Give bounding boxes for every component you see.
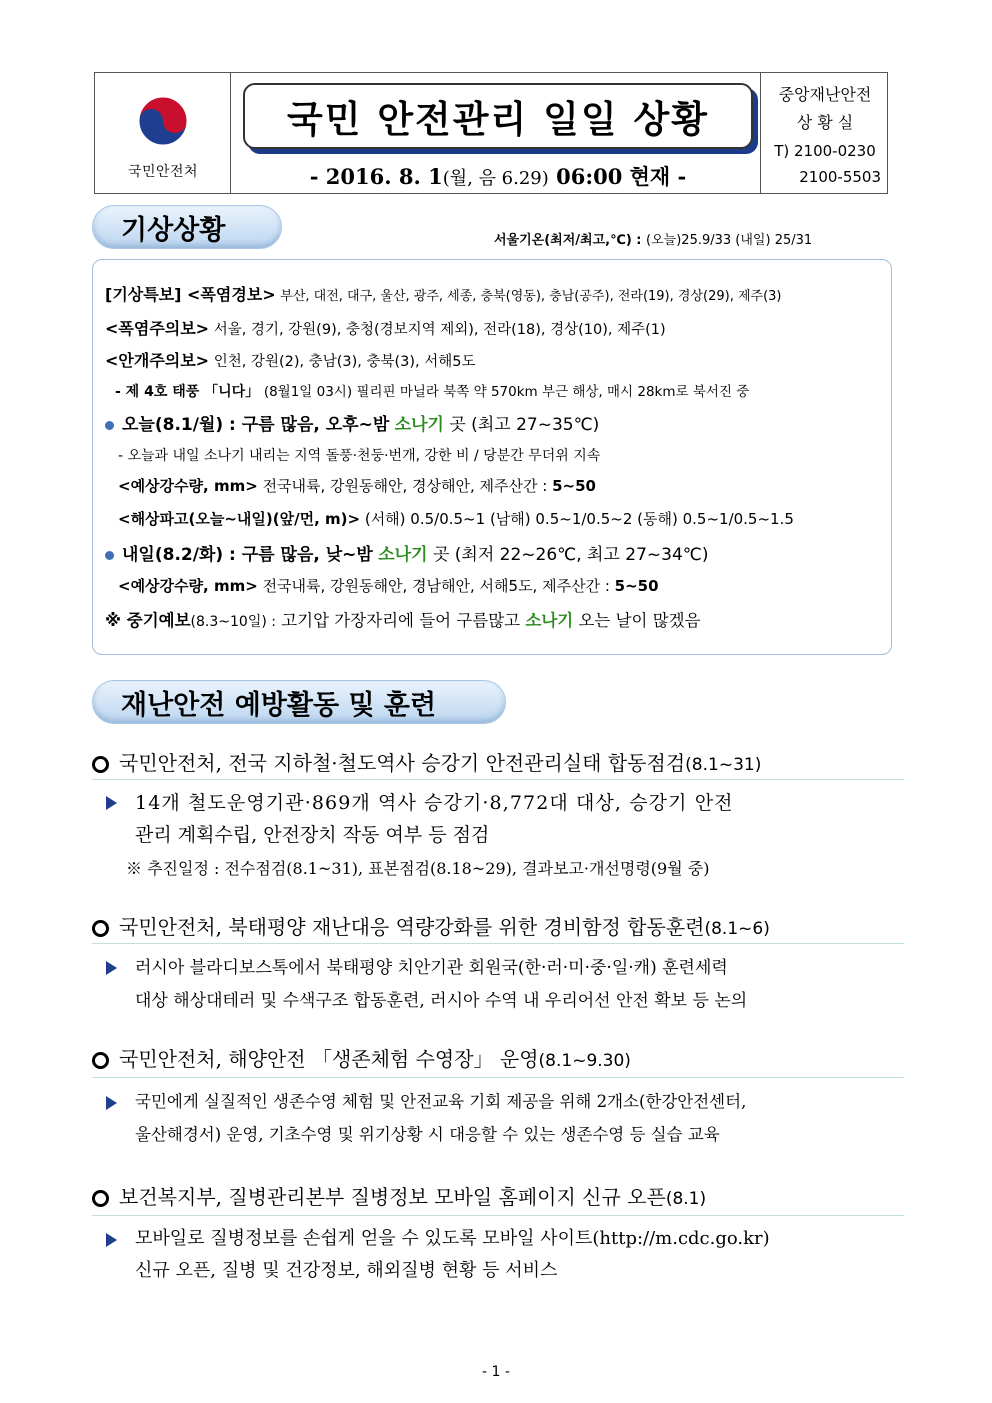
weather-section-title: 기상상황: [121, 214, 226, 246]
logo-cell: [95, 73, 231, 193]
org-cell: [760, 73, 887, 193]
ring-bullet-icon: [92, 920, 109, 937]
weather-line-today-note: - 오늘과 내일 소나기 내리는 지역 돌풍·천둥·번개, 강한 비 / 당분간 무더위 지속: [118, 448, 601, 464]
weather-section-pill: [92, 205, 282, 249]
item-2-line-2: 대상 해상대테러 및 수색구조 합동훈련, 러시아 수역 내 우리어선 안전 확보 등 논의: [135, 991, 748, 1011]
seoul-temp-label: 서울기온(최저/최고,℃) :: [494, 233, 642, 248]
weather-line-heat-advisory: <폭염주의보> 서울, 경기, 강원(9), 충청(경보지역 제외), 전라(18), 경상(10), 제주(1): [105, 319, 666, 338]
weather-line-today: 오늘(8.1/월) : 구름 많음, 오후~밤 소나기 곳 (최고 27~35℃): [105, 410, 599, 435]
phone-2: 2100-5503: [799, 168, 881, 186]
item-3-title: 국민안전처, 해양안전 「생존체험 수영장」 운영(8.1~9.30): [92, 1043, 631, 1072]
ring-bullet-icon: [92, 756, 109, 773]
ring-bullet-icon: [92, 1052, 109, 1069]
item-4-title: 보건복지부, 질병관리본부 질병정보 모바일 홈페이지 신규 오픈(8.1): [92, 1181, 706, 1210]
weather-line-heat-warning: [기상특보] <폭염경보> 부산, 대전, 대구, 울산, 광주, 세종, 충북(영동), 충남(공주), 전라(19), 경상(29), 제주(3): [105, 285, 782, 304]
weather-line-typhoon: - 제 4호 태풍 「니다」 (8월1일 03시) 필리핀 마닐라 북쪽 약 570km 부근 해상, 매시 28km로 북서진 중: [115, 384, 750, 400]
disaster-section-pill: [92, 680, 506, 724]
item-4-line-1: 모바일로 질병정보를 손쉽게 얻을 수 있도록 모바일 사이트(http://m.cdc.go.kr): [135, 1228, 770, 1249]
ring-bullet-icon: [92, 1190, 109, 1207]
item-1-line-2: 관리 계획수립, 안전장치 작동 여부 등 점검: [135, 824, 490, 846]
page-number: - 1 -: [482, 1364, 510, 1380]
page-title: 국민 안전관리 일일 상황: [243, 83, 753, 149]
phone-1: T) 2100-0230: [774, 142, 876, 160]
logo-text: 국민안전처: [127, 164, 199, 180]
item-2-line-1: 러시아 블라디보스톡에서 북태평양 치안기관 회원국(한·러·미·중·일·캐) 훈련세력: [135, 958, 728, 978]
divider: [92, 1215, 904, 1216]
report-date: [243, 161, 753, 191]
item-3-line-2: 울산해경서) 운영, 기초수영 및 위기상황 시 대응할 수 있는 생존수영 등 실습 교육: [135, 1125, 720, 1144]
bullet-dot-icon: [105, 551, 114, 560]
taegeuk-logo-icon: [135, 93, 191, 149]
item-1-line-1: 14개 철도운영기관·869개 역사 승강기·8,772대 대상, 승강기 안전: [135, 792, 734, 814]
bullet-dot-icon: [105, 421, 114, 430]
org-sub: 상 황 실: [796, 113, 854, 132]
header-table: [94, 72, 888, 194]
triangle-bullet-icon: [106, 795, 117, 814]
weather-line-wave-height: <해상파고(오늘~내일)(앞/먼, m)> (서해) 0.5/0.5~1 (남해) 0.5~1/0.5~2 (동해) 0.5~1/0.5~1.5: [118, 510, 794, 528]
triangle-bullet-icon: [106, 960, 117, 979]
weather-line-today-rain: <예상강수량, mm> 전국내륙, 강원동해안, 경상해안, 제주산간 : 5~50: [118, 477, 596, 495]
disaster-section-title: 재난안전 예방활동 및 훈련: [121, 689, 437, 721]
divider: [92, 943, 904, 944]
divider: [92, 1077, 904, 1078]
date-suffix: 06:00 현재 -: [556, 164, 687, 189]
item-1-note: ※ 추진일정 : 전수점검(8.1~31), 표본점검(8.18~29), 결과보고·개선명령(9월 중): [126, 859, 710, 878]
date-prefix: - 2016. 8. 1: [309, 164, 443, 189]
seoul-temperature: [494, 229, 812, 248]
item-2-title: 국민안전처, 북태평양 재난대응 역량강화를 위한 경비함정 합동훈련(8.1~6): [92, 911, 770, 940]
item-3-line-1: 국민에게 실질적인 생존수영 체험 및 안전교육 기회 제공을 위해 2개소(한강안전센터,: [135, 1092, 747, 1111]
triangle-bullet-icon: [106, 1095, 117, 1114]
weather-line-mid-term: ※ 중기예보(8.3~10일) : 고기압 가장자리에 들어 구름많고 소나기 오는 날이 많겠음: [105, 611, 701, 630]
triangle-bullet-icon: [106, 1232, 117, 1251]
divider: [92, 779, 904, 780]
weather-line-fog-advisory: <안개주의보> 인천, 강원(2), 충남(3), 충북(3), 서해5도: [105, 351, 476, 370]
date-paren: (월, 음 6.29): [442, 168, 549, 189]
org-name: 중앙재난안전: [778, 85, 872, 104]
item-1-title: 국민안전처, 전국 지하철·철도역사 승강기 안전관리실태 합동점검(8.1~31): [92, 747, 761, 776]
item-4-line-2: 신규 오픈, 질병 및 건강정보, 해외질병 현황 등 서비스: [135, 1260, 558, 1281]
weather-line-tomorrow-rain: <예상강수량, mm> 전국내륙, 강원동해안, 경남해안, 서해5도, 제주산간 : 5~50: [118, 577, 659, 595]
seoul-temp-values: (오늘)25.9/33 (내일) 25/31: [646, 233, 813, 248]
weather-line-tomorrow: 내일(8.2/화) : 구름 많음, 낮~밤 소나기 곳 (최저 22~26℃, 최고 27~34℃): [105, 540, 709, 565]
